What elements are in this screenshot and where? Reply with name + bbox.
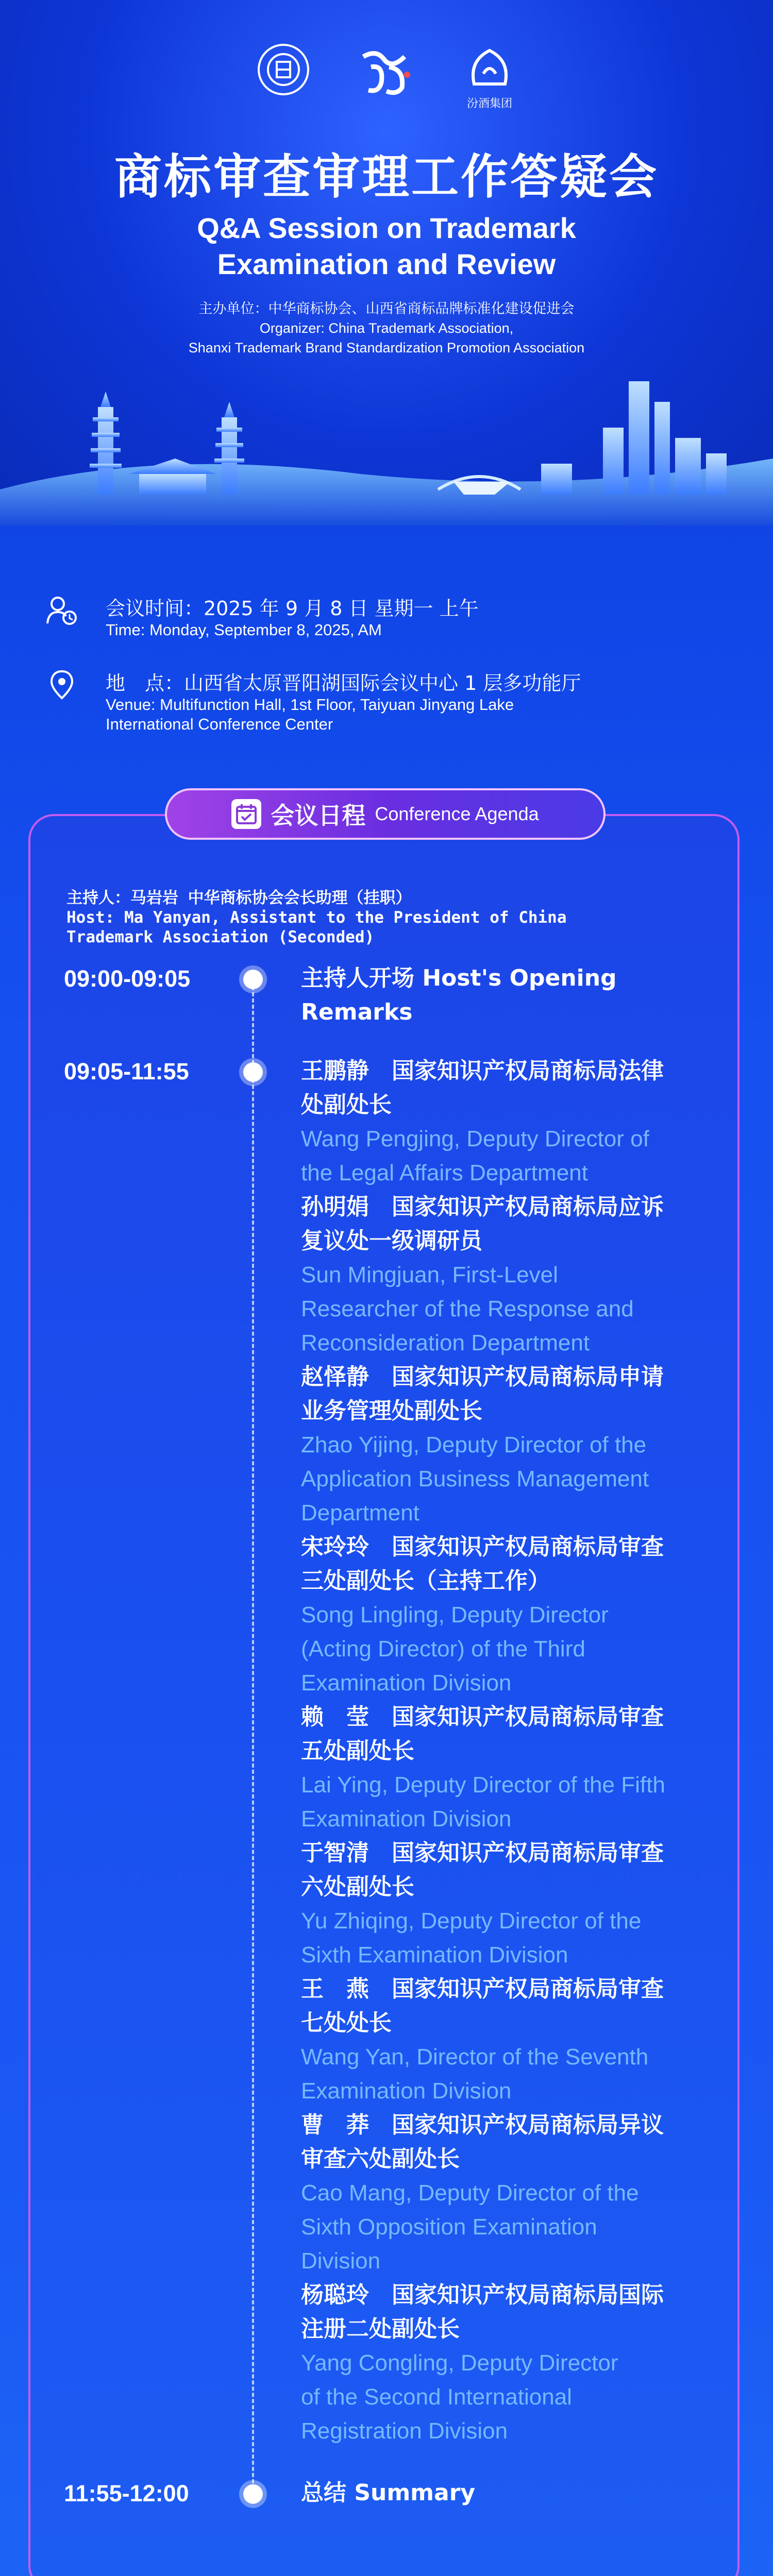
agenda-time-opening: 09:00-09:05 — [64, 965, 191, 992]
speaker-cn: 注册二处副处长 — [301, 2316, 460, 2342]
location-pin-icon — [46, 669, 77, 700]
speaker-en: Application Business Management — [301, 1466, 649, 1492]
speaker-cn: 于智清 国家知识产权局商标局审查 — [301, 1840, 664, 1866]
timeline-line — [252, 980, 254, 2489]
speaker-cn: 孙明娟 国家知识产权局商标局应诉 — [301, 1194, 664, 1220]
organizer-block — [0, 299, 773, 358]
fenjiu-group-logo-icon — [459, 44, 520, 111]
speaker-lai-ying — [301, 1700, 708, 1836]
opening-line-2: Remarks — [301, 999, 413, 1025]
speaker-en: Wang Yan, Director of the Seventh — [301, 2044, 649, 2070]
host-info — [66, 888, 705, 947]
attendee-clock-icon — [46, 595, 77, 625]
speaker-en: Wang Pengjing, Deputy Director of — [301, 1126, 649, 1151]
speaker-en: Sun Mingjuan, First-Level — [301, 1262, 558, 1287]
page-title-cn: 商标审查审理工作答疑会 — [114, 149, 659, 205]
speaker-en: (Acting Director) of the Third — [301, 1636, 585, 1662]
calligraphy-brand-logo-icon — [356, 44, 417, 111]
speaker-song-lingling — [301, 1530, 708, 1700]
speaker-en: Yu Zhiqing, Deputy Director of the — [301, 1908, 642, 1934]
speaker-cn: 六处副处长 — [301, 1874, 414, 1900]
speaker-cn: 宋玲玲 国家知识产权局商标局审查 — [301, 1534, 664, 1560]
speaker-wang-yan — [301, 1972, 708, 2108]
speaker-cn: 王 燕 国家知识产权局商标局审查 — [301, 1976, 664, 2002]
agenda-time-summary: 11:55-12:00 — [64, 2480, 189, 2506]
calendar-icon — [231, 799, 261, 829]
page-title-en — [0, 210, 773, 282]
speaker-en: Zhao Yijing, Deputy Director of the — [301, 1432, 647, 1458]
meeting-time-cn: 会议时间：2025 年 9 月 8 日 星期一 上午 — [106, 597, 479, 620]
speaker-cn: 赵怿静 国家知识产权局商标局申请 — [301, 1364, 664, 1390]
speaker-en: Researcher of the Response and — [301, 1296, 634, 1321]
fenjiu-logo-caption: 汾酒集团 — [466, 97, 512, 110]
speaker-zhao-yijing — [301, 1360, 708, 1530]
meeting-venue-en — [106, 695, 750, 734]
speaker-en: Registration Division — [301, 2418, 508, 2444]
host-cn: 主持人：马岩岩 中华商标协会会长助理（挂职） — [66, 889, 412, 907]
speaker-en: Lai Ying, Deputy Director of the Fifth — [301, 1772, 665, 1798]
agenda-section-pill — [165, 788, 606, 840]
speaker-cn: 审查六处副处长 — [301, 2146, 460, 2172]
trademark-association-emblem-icon — [253, 44, 314, 111]
speaker-en: Yang Congling, Deputy Director — [301, 2350, 618, 2376]
timeline-dot — [243, 2484, 263, 2504]
title-en-line-1: Q&A Session on Trademark — [197, 212, 576, 244]
speaker-cn: 复议处一级调研员 — [301, 1228, 482, 1254]
speaker-en: Examination Division — [301, 2078, 512, 2104]
timeline-dot — [243, 1062, 263, 1082]
host-en-line-1: Host: Ma Yanyan, Assistant to the President of China — [66, 908, 567, 927]
speaker-cn: 赖 莹 国家知识产权局商标局审查 — [301, 1704, 664, 1730]
speaker-en: Department — [301, 1500, 419, 1526]
speaker-cn: 三处副处长（主持工作） — [301, 1568, 550, 1594]
speaker-cao-mang — [301, 2108, 708, 2278]
timeline-dot — [243, 970, 263, 989]
meeting-time-en: Time: Monday, September 8, 2025, AM — [106, 621, 382, 639]
speaker-yang-congling — [301, 2278, 708, 2448]
agenda-time-speakers: 09:05-11:55 — [64, 1058, 189, 1084]
speaker-en: Sixth Opposition Examination — [301, 2214, 597, 2240]
logo-row — [0, 44, 773, 111]
speaker-cn: 五处副处长 — [301, 1738, 414, 1764]
speaker-en: Reconsideration Department — [301, 1330, 590, 1355]
title-en-line-2: Examination and Review — [217, 248, 556, 280]
speaker-en: Sixth Examination Division — [301, 1942, 568, 1968]
speaker-cn: 杨聪玲 国家知识产权局商标局国际 — [301, 2282, 664, 2308]
speaker-yu-zhiqing — [301, 1836, 708, 1972]
speaker-cn: 处副处长 — [301, 1092, 392, 1118]
host-en-line-2: Trademark Association (Seconded) — [66, 928, 375, 946]
speaker-en: Cao Mang, Deputy Director of the — [301, 2180, 639, 2206]
header-banner — [0, 0, 773, 526]
organizer-en-line-2: Shanxi Trademark Brand Standardization Promotion Association — [188, 340, 585, 355]
speaker-en: Division — [301, 2248, 381, 2274]
speaker-list — [301, 1054, 708, 2448]
agenda-pill-en: Conference Agenda — [375, 803, 539, 824]
speaker-en: the Legal Affairs Department — [301, 1160, 588, 1185]
agenda-item-summary: 总结 Summary — [301, 2480, 476, 2506]
agenda-item-opening — [301, 961, 708, 1029]
speaker-cn: 曹 莽 国家知识产权局商标局异议 — [301, 2112, 664, 2138]
speaker-en: Examination Division — [301, 1670, 512, 1696]
organizer-cn: 主办单位：中华商标协会、山西省商标品牌标准化建设促进会 — [198, 301, 575, 316]
speaker-en: of the Second International — [301, 2384, 572, 2410]
venue-en-line-1: Venue: Multifunction Hall, 1st Floor, Taiyuan Jinyang Lake — [106, 696, 514, 714]
organizer-en-line-1: Organizer: China Trademark Association, — [259, 320, 514, 336]
meeting-venue-cn: 地 点：山西省太原晋阳湖国际会议中心 1 层多功能厅 — [106, 672, 581, 694]
speaker-en: Examination Division — [301, 1806, 512, 1832]
opening-line-1: 主持人开场 Host's Opening — [301, 965, 617, 991]
speaker-cn: 七处处长 — [301, 2010, 392, 2036]
agenda-card — [28, 814, 740, 2576]
speaker-en: Song Lingling, Deputy Director — [301, 1602, 609, 1628]
speaker-wang-pengjing — [301, 1054, 708, 1190]
city-skyline-illustration — [0, 371, 773, 526]
speaker-sun-mingjuan — [301, 1190, 708, 1360]
speaker-cn: 业务管理处副处长 — [301, 1398, 482, 1424]
speaker-cn: 王鹏静 国家知识产权局商标局法律 — [301, 1058, 664, 1084]
venue-en-line-2: International Conference Center — [106, 715, 333, 733]
agenda-pill-cn: 会议日程 — [271, 802, 366, 829]
